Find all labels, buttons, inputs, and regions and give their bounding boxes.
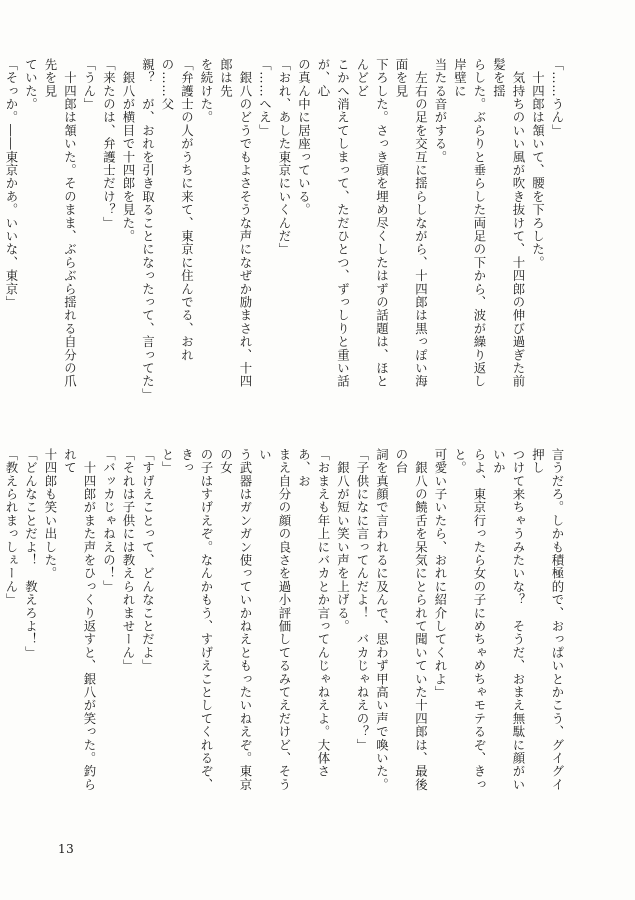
text-line: 銀八が横目で十四郎を見た。	[121, 58, 136, 243]
text-line: 「おれ、あした東京にいくんだ」	[277, 58, 292, 256]
text-line: 銀八の饒舌を呆気にとられて聞いていた十四郎は、最後の台	[394, 448, 429, 792]
text-line: らした。ぶらりと垂らした両足の下から、波が繰り返し岸壁に	[452, 58, 487, 388]
text-line: 「バッカじゃねえの！」	[101, 448, 117, 594]
text-line: と」	[160, 448, 175, 475]
text-line: 言うだろ。しかも積極的で、おっぱいとかこう、グイグイ押し	[530, 448, 565, 792]
text-line: らよ、東京行ったら女の子にめちゃめちゃモテるぞ、きっと。	[452, 448, 487, 792]
text-line: 「来たのは、弁護士だけ？」	[101, 58, 117, 230]
text-line: こかへ消えてしまって、ただひとつ、ずっしりと重い話が、心	[316, 58, 351, 388]
text-line: 「そっか。――東京かあ。いいな、東京」	[4, 58, 19, 309]
text-line: まえ自分の顔の良さを過小評価してるみてえだけど、そうい	[257, 448, 292, 792]
text-line: 十四郎は頷いた。そのまま、ぶらぶら揺れる自分の爪先を見	[43, 58, 78, 388]
text-line: 「教えられまっしぇーん」	[4, 448, 19, 607]
text-line	[0, 58, 2, 400]
text-line: 「それは子供には教えられませーん」	[121, 448, 136, 673]
text-line: 十四郎も笑い出した。	[43, 448, 58, 580]
text-line: 可愛い子いたら、おれに紹介してくれよ」	[433, 448, 448, 699]
text-line: 気持ちのいい風が吹き抜けて、十四郎の伸び過ぎた前髪を揺	[491, 58, 526, 388]
text-line: 「……うん」	[550, 58, 565, 138]
text-line: 詞を真顔で言われるに及んで、思わず甲高い声で喚いた。	[374, 448, 390, 792]
text-line: 十四郎がまた声をひっくり返すと、銀八が笑った。釣られて	[62, 448, 97, 792]
upper-text-block	[4, 58, 567, 402]
text-line: 「うん」	[82, 58, 97, 111]
text-line: 「……へえ」	[257, 58, 273, 138]
text-line: を続けた。	[199, 58, 214, 124]
text-line: 親？ が、おれを引き取ることになったって、言ってた」	[140, 58, 156, 402]
text-line: 十四郎は頷いて、腰を下ろした。	[530, 58, 546, 270]
text-line: 「おまえも年上にバカとか言ってんじゃねえよ。大体さあ、お	[296, 448, 331, 778]
text-line: 左右の足を交互に揺らしながら、十四郎は黒っぽい海面を見	[394, 58, 429, 388]
text-line: ていた。	[23, 58, 39, 111]
text-line: 下ろした。さっき頭を埋め尽くしたはずの話題は、ほとんどど	[355, 58, 390, 388]
text-line	[0, 448, 2, 798]
text-line: つけて来ちゃうみたいな？ そうだ、おまえ無駄に顔がいいか	[491, 448, 526, 792]
text-line: 「すげえことって、どんなことだよ」	[140, 448, 156, 673]
text-line: 銀八が短い笑い声を上げる。	[335, 448, 351, 633]
lower-text-block	[4, 448, 567, 798]
text-line: 当たる音がする。	[433, 58, 448, 164]
text-line: 銀八のどうでもよさそうな声になぜか励まされ、十四郎は先	[218, 58, 253, 388]
text-line: 「どんなことだよ！ 教えろよ！」	[23, 448, 39, 660]
text-line: 「子供になに言ってんだよ！ バカじゃねえの？」	[355, 448, 370, 752]
page-number: 13	[58, 842, 75, 856]
text-line: の子はすげえぞ。なんかもう、すげえことしてくれるぞ、きっ	[179, 448, 214, 792]
text-line: 「弁護士の人がうちに来て、東京に住んでる、おれの……父	[160, 58, 195, 362]
text-line: の真ん中に居座っている。	[296, 58, 312, 217]
text-line: う武器はガンガン使っていかねえともったいねえぞ。東京の女	[218, 448, 253, 792]
